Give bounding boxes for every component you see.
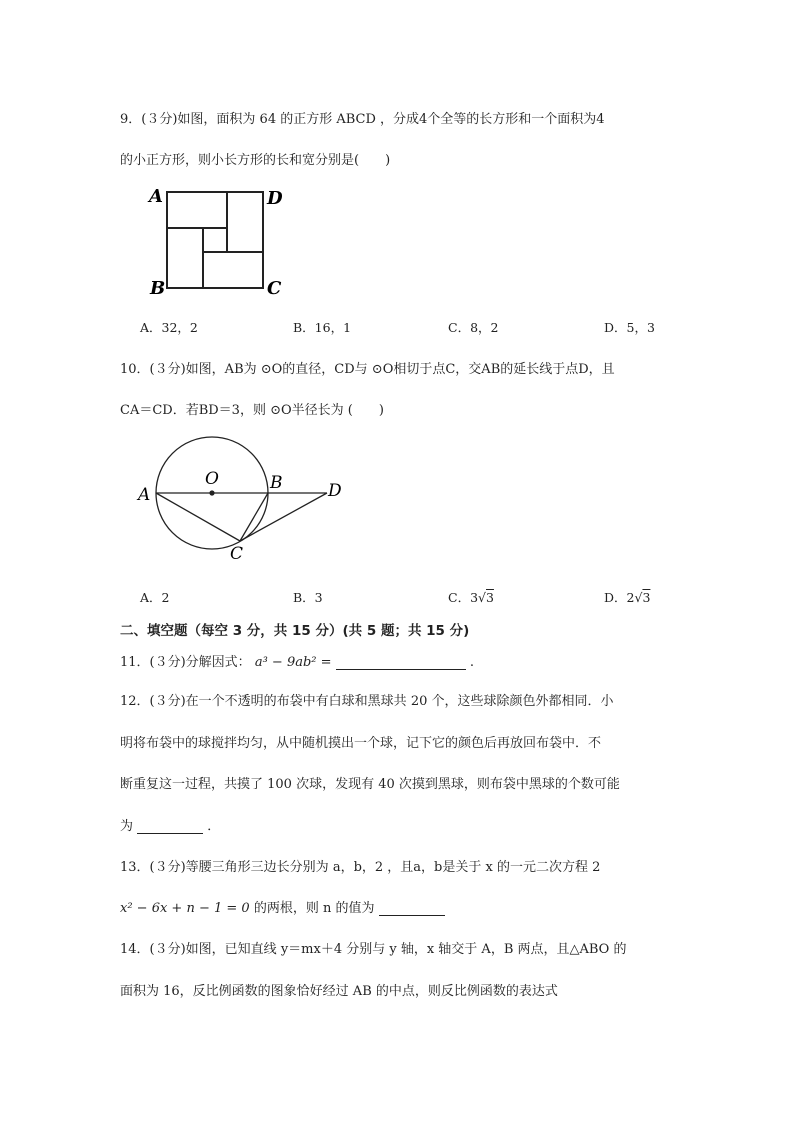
q10-option-a: A．2: [140, 590, 170, 605]
q12-answer-blank[interactable]: [137, 819, 203, 834]
line-ac: [156, 493, 240, 541]
q13-answer-blank[interactable]: [379, 901, 445, 916]
q10-figure: [130, 428, 360, 568]
center-dot: [209, 490, 214, 495]
q10-line2: CA＝CD．若BD＝3，则 ⊙O半径长为 ( ): [120, 403, 384, 418]
line-cd: [240, 493, 327, 541]
rect-right: [227, 192, 263, 252]
q12-line3: 断重复这一过程，共摸了 100 次球，发现有 40 次摸到黑球，则布袋中黑球的个数可能: [120, 777, 620, 792]
q10-line1: 10．(３分)如图，AB为 ⊙O的直径，CD与 ⊙O相切于点C，交AB的延长线于点D，且: [120, 362, 615, 377]
q13-expr: x² − 6x + n − 1 = 0: [120, 901, 250, 916]
section-title: 二、填空题（每空 3 分，共 15 分）(共 5 题；共 15 分): [120, 623, 470, 639]
label-a: A: [138, 485, 151, 505]
q9-line2: 的小正方形，则小长方形的长和宽分别是( ): [120, 153, 391, 168]
q12-line1: 12．(３分)在一个不透明的布袋中有白球和黑球共 20 个，这些球除颜色外都相同．小: [120, 694, 614, 709]
label-c: C: [230, 544, 244, 564]
q9-option-d: D．5，3: [604, 320, 655, 335]
q13-line2: [120, 897, 445, 916]
sqrt-sign: √: [634, 590, 643, 605]
q10-option-d-prefix: D．2: [604, 590, 635, 605]
q10-option-c-prefix: C．3: [448, 590, 479, 605]
rect-top: [167, 192, 227, 228]
q9-option-c: C．8，2: [448, 320, 499, 335]
label-d: D: [267, 188, 283, 209]
label-c: C: [267, 278, 282, 299]
q14-line1: 14．(３分)如图，已知直线 y＝mx＋4 分别与 y 轴，x 轴交于 A，B 两点，且△ABO 的: [120, 942, 627, 957]
q11-end: .: [469, 655, 474, 670]
q10-option-c: [448, 588, 494, 606]
q11-text: 11．(３分)分解因式：: [120, 655, 251, 670]
q10-option-b: B．3: [293, 590, 323, 605]
label-d: D: [328, 481, 342, 501]
q10-option-d: [604, 588, 650, 606]
q12-prefix: 为: [120, 819, 134, 834]
q11-answer-blank[interactable]: [336, 655, 466, 670]
q12-end: ．: [207, 819, 221, 834]
q9-option-a: A．32，2: [140, 320, 198, 335]
sqrt-sign: √: [478, 590, 486, 605]
q11-expr: a³ − 9ab² =: [254, 655, 332, 670]
q10-option-d-root: 3: [642, 590, 651, 605]
q9-line1: 9．(３分)如图，面积为 64 的正方形 ABCD ，分成4个全等的长方形和一个面积为4: [120, 112, 605, 127]
q12-line4: [120, 815, 220, 834]
rect-left: [167, 228, 203, 288]
q9-figure: [140, 180, 300, 305]
q11-line: [120, 651, 474, 670]
outer-square: [167, 192, 263, 288]
q12-line2: 明将布袋中的球搅拌均匀，从中随机摸出一个球，记下它的颜色后再放回布袋中．不: [120, 736, 602, 751]
q10-option-c-root: 3: [486, 590, 494, 605]
rect-bottom: [203, 252, 263, 288]
q13-text: 的两根，则 n 的值为: [253, 901, 375, 916]
label-b: B: [150, 278, 166, 299]
q13-line1: 13．(３分)等腰三角形三边长分别为 a，b，2 ，且a，b是关于 x 的一元二次方程 2: [120, 860, 601, 875]
label-b: B: [270, 473, 283, 493]
label-o: O: [205, 469, 219, 489]
label-a: A: [149, 186, 163, 207]
q14-line2: 面积为 16，反比例函数的图象恰好经过 AB 的中点，则反比例函数的表达式: [120, 984, 558, 999]
q9-option-b: B．16，1: [293, 320, 352, 335]
